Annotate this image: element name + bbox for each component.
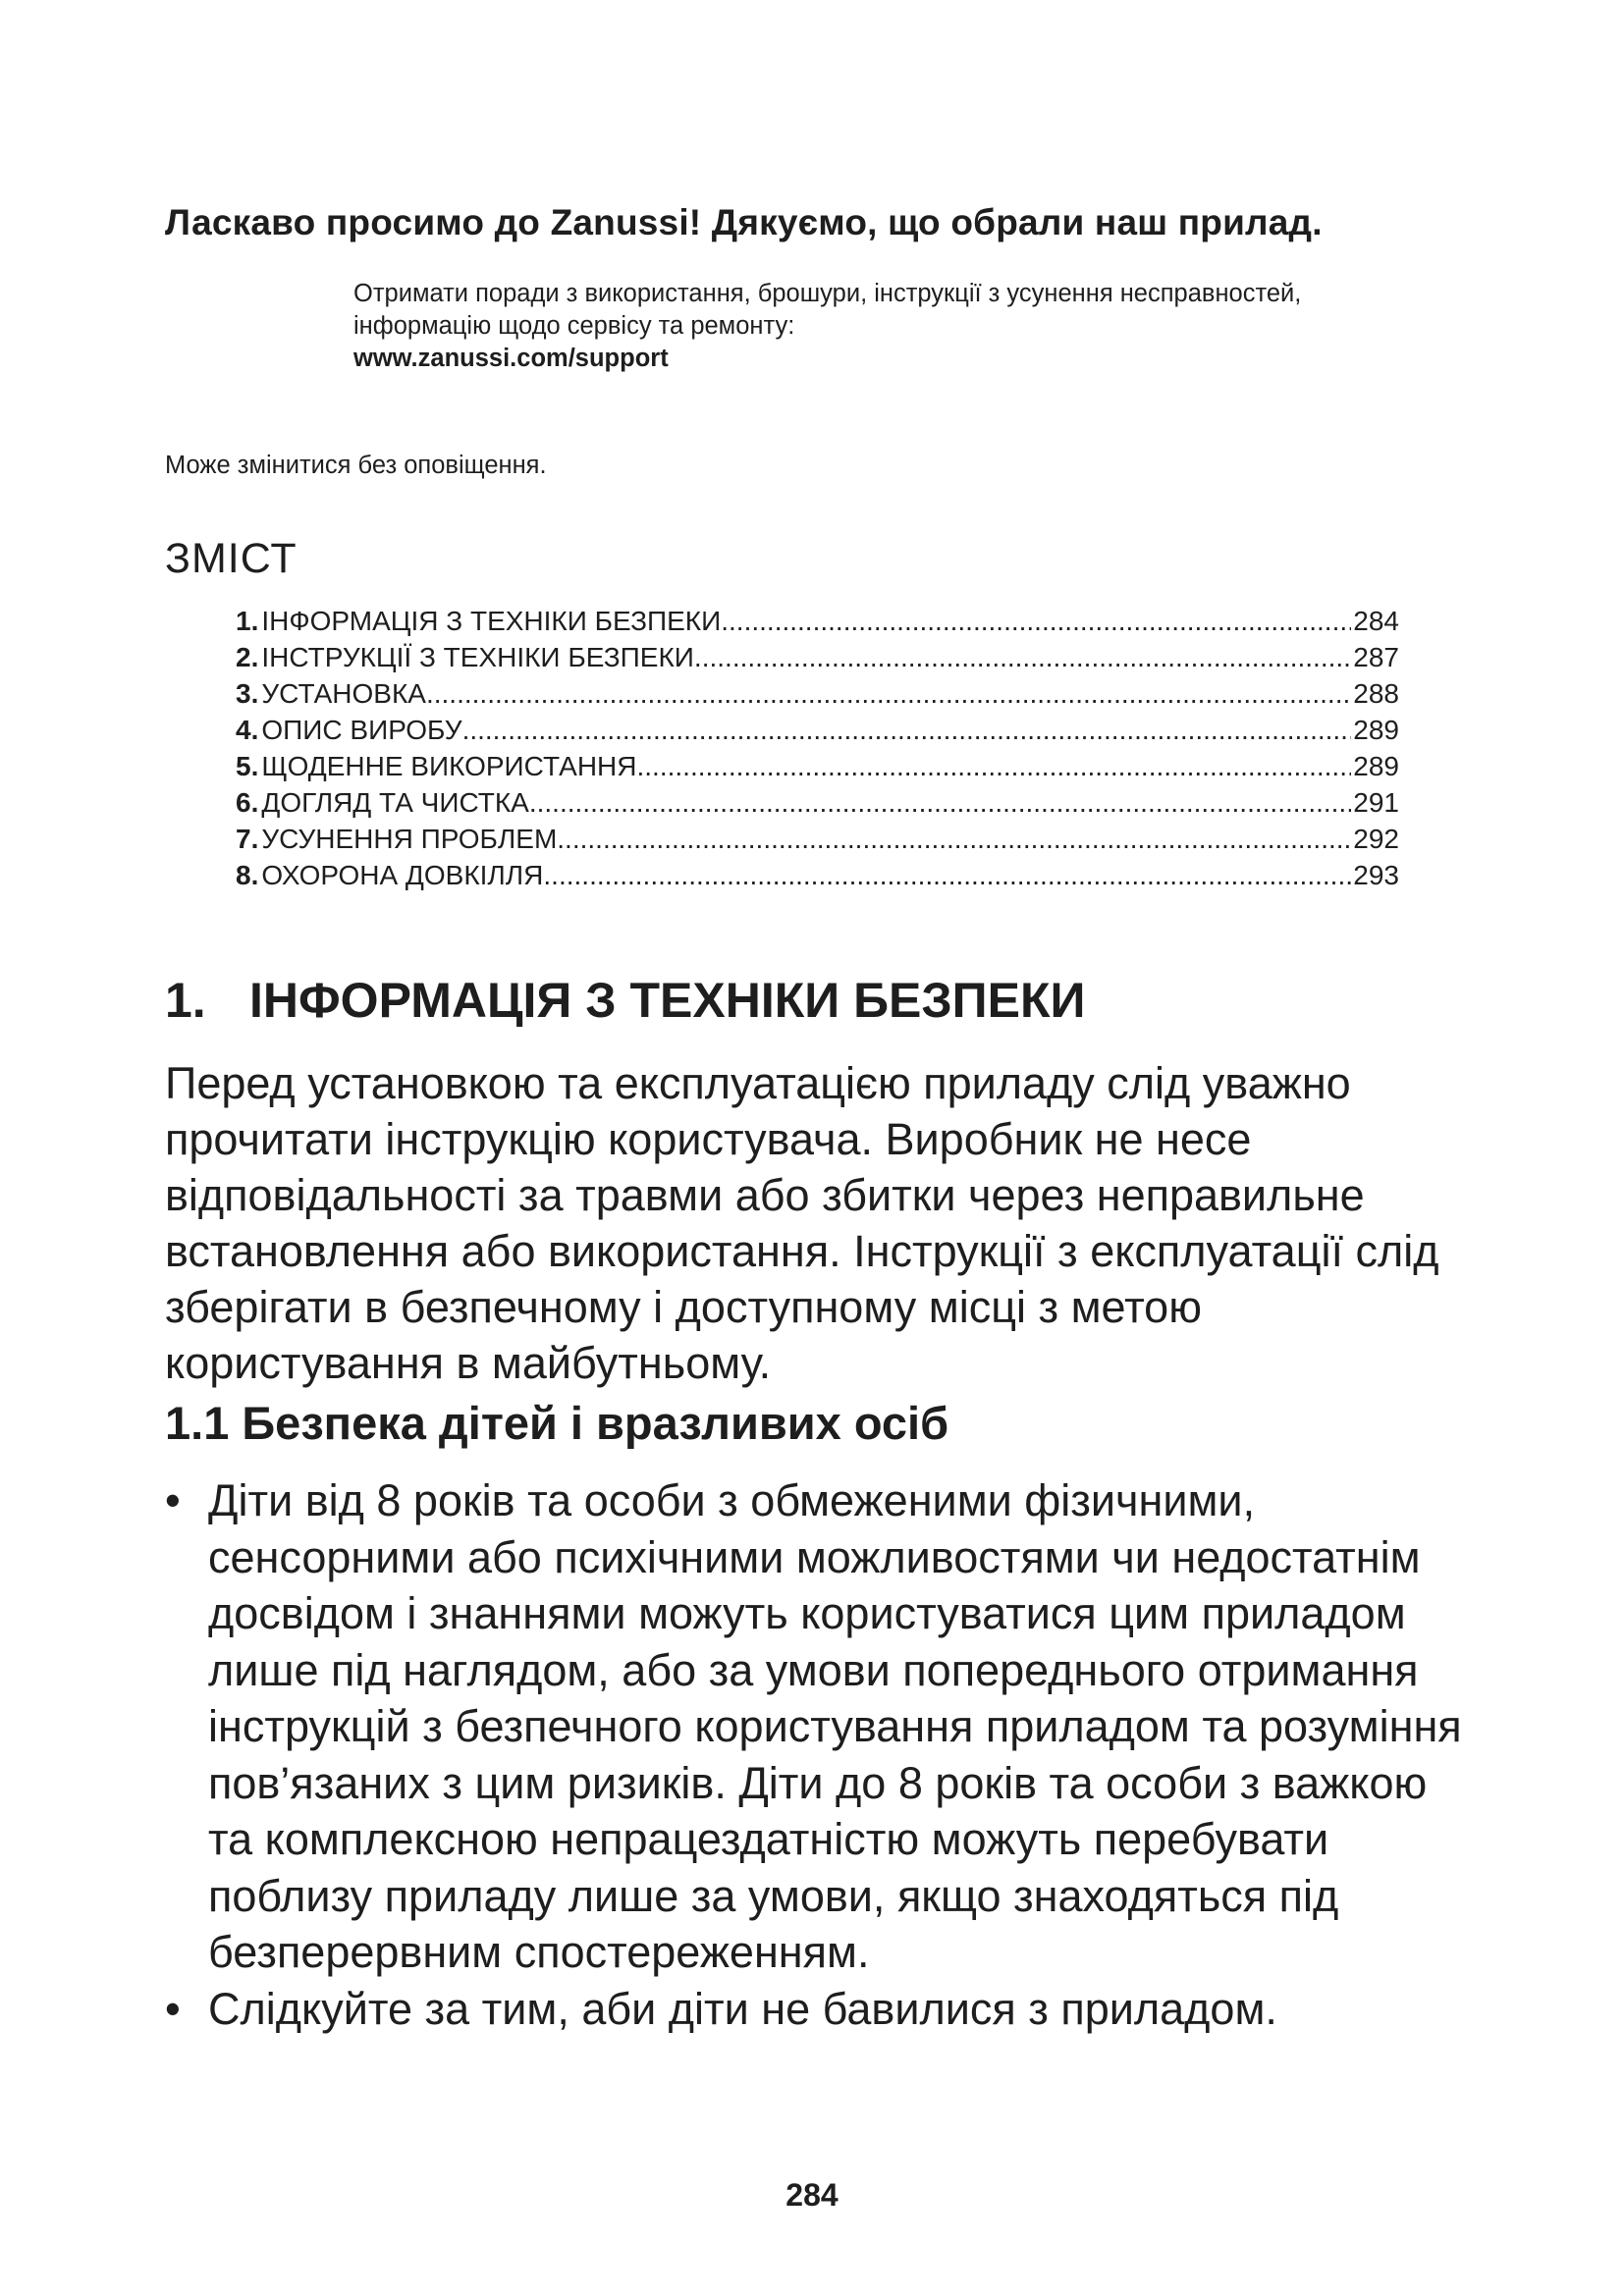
toc-item-installation[interactable]	[236, 678, 1399, 715]
toc-item-environment[interactable]	[236, 860, 1399, 896]
support-text-line2: інформацію щодо сервісу та ремонту:	[353, 312, 795, 340]
toc-item-number: 5.	[236, 751, 259, 781]
page-number: 284	[785, 2177, 839, 2213]
toc-item-daily-use[interactable]	[236, 751, 1399, 787]
toc-leader-dots	[557, 824, 1351, 855]
toc-item-troubleshooting[interactable]	[236, 824, 1399, 860]
toc-item-page: 288	[1353, 678, 1399, 709]
toc-item-care-and-cleaning[interactable]	[236, 787, 1399, 824]
toc-item-number: 3.	[236, 678, 259, 709]
section-title: ІНФОРМАЦІЯ З ТЕХНІКИ БЕЗПЕКИ	[249, 973, 1086, 1028]
toc-item-page: 289	[1353, 751, 1399, 781]
toc-leader-dots	[529, 787, 1351, 819]
toc-item-number: 1.	[236, 606, 259, 636]
toc-item-label: ЩОДЕННЕ ВИКОРИСТАННЯ	[261, 751, 637, 781]
bullet-list	[165, 1472, 1481, 2037]
toc-item-number: 2.	[236, 642, 259, 672]
section-heading	[165, 972, 1085, 1029]
toc-item-label: ІНСТРУКЦІЇ З ТЕХНІКИ БЕЗПЕКИ	[261, 642, 694, 672]
toc-item-page: 292	[1353, 824, 1399, 854]
toc-item-label: ОПИС ВИРОБУ	[261, 715, 462, 745]
table-of-contents	[236, 606, 1399, 896]
toc-item-page: 291	[1353, 787, 1399, 818]
toc-item-number: 4.	[236, 715, 259, 745]
bullet-icon: •	[165, 1983, 181, 2034]
list-item	[165, 1472, 1481, 1981]
toc-item-label: ІНФОРМАЦІЯ З ТЕХНІКИ БЕЗПЕКИ	[261, 606, 722, 636]
support-url[interactable]: www.zanussi.com/support	[353, 345, 669, 372]
toc-item-label: УСТАНОВКА	[261, 678, 426, 709]
toc-leader-dots	[721, 606, 1351, 637]
toc-item-number: 8.	[236, 860, 259, 890]
bullet-text: Слідкуйте за тим, аби діти не бавилися з приладом.	[208, 1983, 1277, 2034]
toc-leader-dots	[637, 751, 1352, 782]
bullet-icon: •	[165, 1475, 181, 1525]
toc-item-safety-information[interactable]	[236, 606, 1399, 642]
toc-item-number: 6.	[236, 787, 259, 818]
toc-title: ЗМІСТ	[165, 535, 298, 582]
support-info	[353, 278, 1492, 375]
section-number: 1.	[165, 973, 206, 1028]
toc-item-product-description[interactable]	[236, 715, 1399, 751]
bullet-text: Діти від 8 років та особи з обмеженими фізичними, сенсорними або психічними можливостями чи недостатнім досвідом і знаннями можуть користуватися цим приладом лише під наглядом, або за умови попереднього отримання інструкцій з безпечного користування приладом та розуміння пов’язаних з цим ризиків. Діти до 8 років та особи з важкою та комплексною непрацездатністю можуть перебувати поблизу приладу лише за умови, якщо знаходяться під безперервним спостереженням.	[208, 1475, 1462, 1977]
welcome-heading: Ласкаво просимо до Zanussi! Дякуємо, що обрали наш прилад.	[165, 202, 1323, 242]
toc-item-page: 293	[1353, 860, 1399, 890]
subsection-heading: 1.1 Безпека дітей і вразливих осіб	[165, 1397, 949, 1449]
intro-paragraph: Перед установкою та експлуатацією приладу слід уважно прочитати інструкцію користувача. Виробник не несе відповідальності за травми або збитки через неправильне встановлення або використання. Інструкції з експлуатації слід зберігати в безпечному і доступному місці з метою користування в майбутньому.	[165, 1058, 1439, 1388]
toc-item-safety-instructions[interactable]	[236, 642, 1399, 678]
toc-leader-dots	[694, 642, 1351, 673]
list-item	[165, 1981, 1481, 2038]
toc-item-label: ОХОРОНА ДОВКІЛЛЯ	[261, 860, 544, 890]
toc-leader-dots	[543, 860, 1351, 891]
support-text-line1: Отримати поради з використання, брошури, інструкції з усунення несправностей,	[353, 280, 1302, 307]
toc-item-page: 287	[1353, 642, 1399, 672]
toc-item-page: 284	[1353, 606, 1399, 636]
toc-item-label: УСУНЕННЯ ПРОБЛЕМ	[261, 824, 558, 854]
toc-leader-dots	[426, 678, 1351, 710]
toc-leader-dots	[462, 715, 1352, 746]
change-notice: Може змінитися без оповіщення.	[165, 452, 547, 479]
toc-item-label: ДОГЛЯД ТА ЧИСТКА	[261, 787, 529, 818]
toc-item-number: 7.	[236, 824, 259, 854]
toc-item-page: 289	[1353, 715, 1399, 745]
